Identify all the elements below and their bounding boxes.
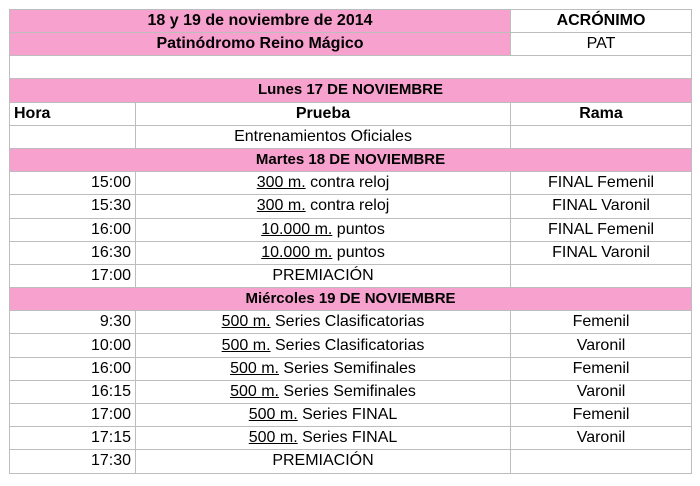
header-row-venue bbox=[10, 33, 692, 56]
row-branch bbox=[511, 264, 692, 287]
row-branch: Femenil bbox=[511, 311, 692, 334]
row-event-name: contra reloj bbox=[305, 197, 390, 215]
row-branch: Femenil bbox=[511, 404, 692, 427]
schedule-row bbox=[10, 195, 692, 218]
row-event-distance: 500 m. bbox=[230, 359, 279, 377]
acronym-label: ACRÓNIMO bbox=[511, 10, 692, 33]
schedule-row bbox=[10, 241, 692, 264]
day-title: Lunes 17 DE NOVIEMBRE bbox=[10, 79, 692, 102]
schedule-document bbox=[9, 9, 691, 474]
row-event-name: Series Clasificatorias bbox=[270, 313, 425, 331]
row-time: 10:00 bbox=[10, 334, 136, 357]
venue-name: Patinódromo Reino Mágico bbox=[10, 33, 511, 56]
schedule-row bbox=[10, 125, 692, 148]
schedule-row bbox=[10, 311, 692, 334]
row-event-distance: 10.000 m. bbox=[261, 220, 333, 238]
day-title-row bbox=[10, 79, 692, 102]
schedule-row bbox=[10, 172, 692, 195]
row-time: 15:30 bbox=[10, 195, 136, 218]
row-event-name: Series FINAL bbox=[297, 406, 398, 424]
row-time bbox=[10, 125, 136, 148]
row-event-name: PREMIACIÓN bbox=[272, 452, 374, 470]
row-time: 16:00 bbox=[10, 357, 136, 380]
row-event-distance: 500 m. bbox=[221, 336, 271, 354]
row-branch bbox=[511, 450, 692, 473]
row-event-name: puntos bbox=[332, 220, 385, 238]
row-time: 15:00 bbox=[10, 172, 136, 195]
row-event bbox=[136, 241, 511, 264]
schedule-row bbox=[10, 357, 692, 380]
row-event bbox=[136, 334, 511, 357]
column-header-branch: Rama bbox=[511, 102, 692, 125]
row-event-name: contra reloj bbox=[305, 174, 390, 192]
schedule-row bbox=[10, 264, 692, 287]
row-event bbox=[136, 125, 511, 148]
row-branch: FINAL Femenil bbox=[511, 218, 692, 241]
row-time: 16:15 bbox=[10, 380, 136, 403]
schedule-table bbox=[9, 9, 692, 474]
row-time: 17:30 bbox=[10, 450, 136, 473]
row-branch: Varonil bbox=[511, 380, 692, 403]
row-event-distance: 300 m. bbox=[256, 197, 306, 215]
column-header-event: Prueba bbox=[136, 102, 511, 125]
schedule-row bbox=[10, 334, 692, 357]
row-event-distance: 300 m. bbox=[256, 174, 306, 192]
day-title: Martes 18 DE NOVIEMBRE bbox=[10, 148, 692, 171]
row-event-name: Series Semifinales bbox=[278, 382, 416, 400]
schedule-row bbox=[10, 380, 692, 403]
row-event-distance: 10.000 m. bbox=[261, 243, 333, 261]
day-title-row bbox=[10, 148, 692, 171]
schedule-row bbox=[10, 427, 692, 450]
row-event bbox=[136, 311, 511, 334]
row-event bbox=[136, 264, 511, 287]
row-event-distance: 500 m. bbox=[248, 406, 298, 424]
spacer-cell bbox=[10, 56, 692, 79]
row-event bbox=[136, 195, 511, 218]
row-event bbox=[136, 450, 511, 473]
row-branch: Varonil bbox=[511, 427, 692, 450]
row-event bbox=[136, 427, 511, 450]
row-event-name: Entrenamientos Oficiales bbox=[234, 127, 412, 145]
row-event bbox=[136, 172, 511, 195]
row-event bbox=[136, 218, 511, 241]
row-branch bbox=[511, 125, 692, 148]
acronym-value: PAT bbox=[511, 33, 692, 56]
row-time: 17:15 bbox=[10, 427, 136, 450]
row-event-distance: 500 m. bbox=[248, 429, 298, 447]
row-branch: FINAL Varonil bbox=[511, 195, 692, 218]
row-branch: FINAL Femenil bbox=[511, 172, 692, 195]
row-time: 16:30 bbox=[10, 241, 136, 264]
column-header-time: Hora bbox=[10, 102, 136, 125]
row-time: 9:30 bbox=[10, 311, 136, 334]
row-event bbox=[136, 357, 511, 380]
schedule-row bbox=[10, 404, 692, 427]
row-event-name: Series FINAL bbox=[297, 429, 398, 447]
row-branch: Varonil bbox=[511, 334, 692, 357]
row-event-distance: 500 m. bbox=[221, 313, 271, 331]
header-row-dates bbox=[10, 10, 692, 33]
row-time: 17:00 bbox=[10, 264, 136, 287]
row-event bbox=[136, 380, 511, 403]
row-time: 17:00 bbox=[10, 404, 136, 427]
row-event-name: Series Clasificatorias bbox=[270, 336, 425, 354]
row-event-distance: 500 m. bbox=[230, 382, 279, 400]
schedule-row bbox=[10, 450, 692, 473]
row-time: 16:00 bbox=[10, 218, 136, 241]
day-title-row bbox=[10, 288, 692, 311]
row-event-name: puntos bbox=[332, 243, 385, 261]
row-event bbox=[136, 404, 511, 427]
spacer-row bbox=[10, 56, 692, 79]
row-event-name: PREMIACIÓN bbox=[272, 266, 374, 284]
column-header-row bbox=[10, 102, 692, 125]
row-branch: Femenil bbox=[511, 357, 692, 380]
schedule-row bbox=[10, 218, 692, 241]
row-branch: FINAL Varonil bbox=[511, 241, 692, 264]
row-event-name: Series Semifinales bbox=[278, 359, 416, 377]
day-title: Miércoles 19 DE NOVIEMBRE bbox=[10, 288, 692, 311]
event-dates: 18 y 19 de noviembre de 2014 bbox=[10, 10, 511, 33]
